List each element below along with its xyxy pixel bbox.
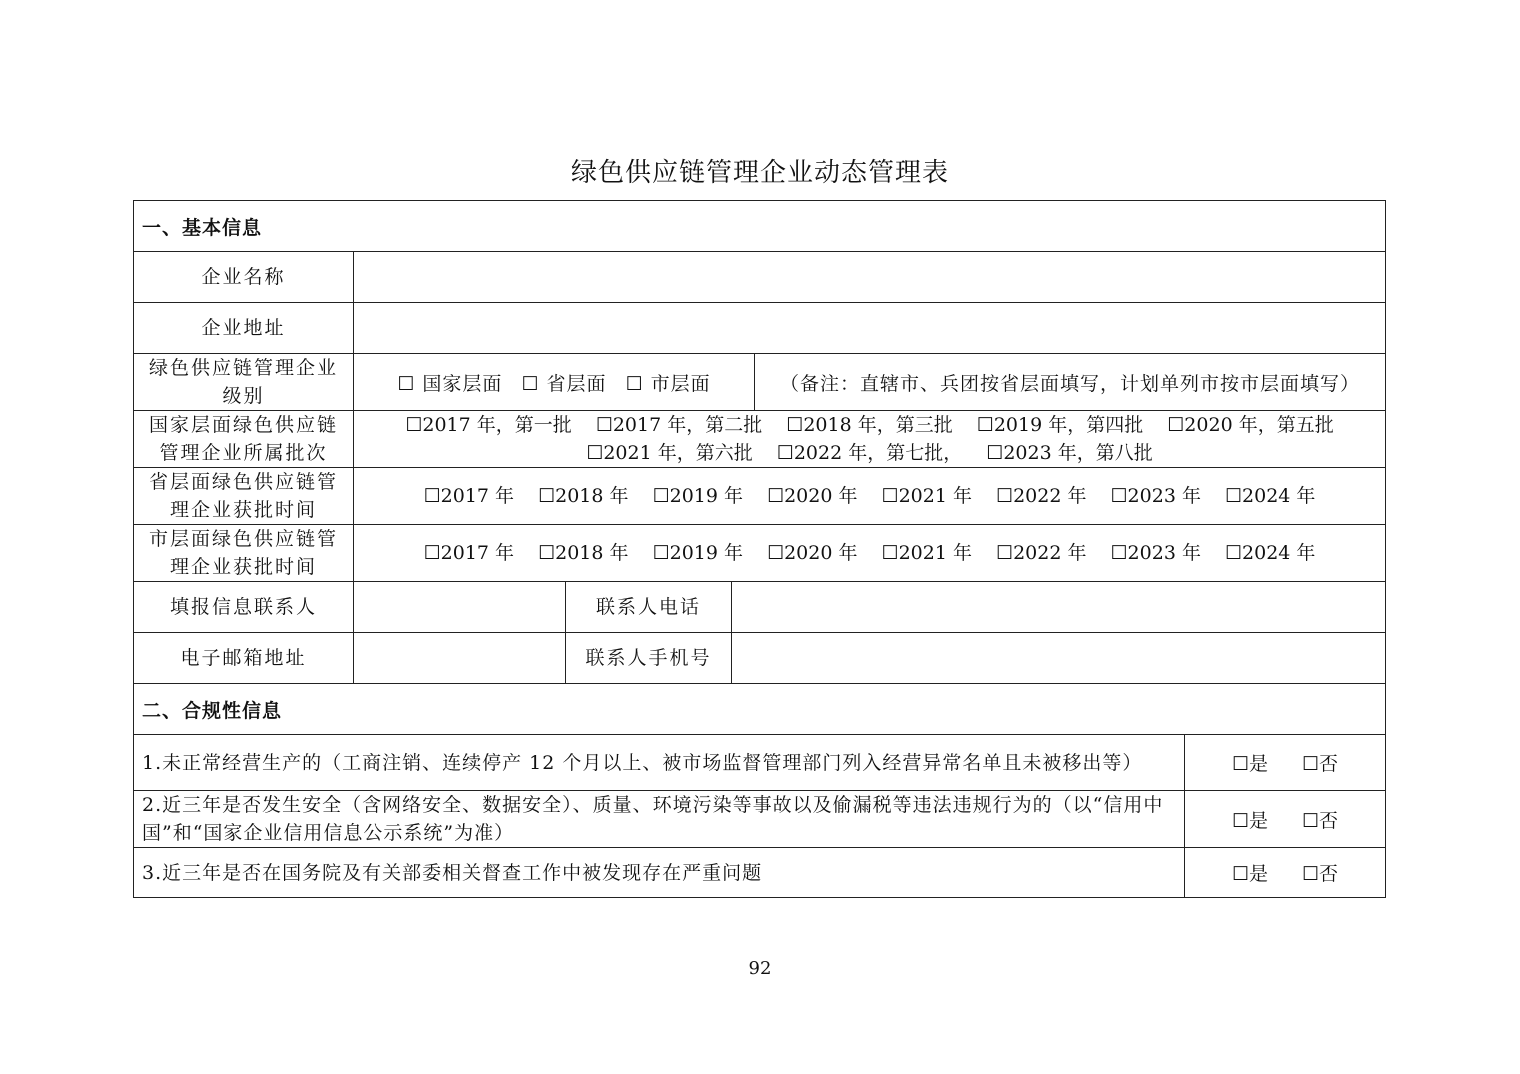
batch-checkbox[interactable]: ☐2017 年，第二批 — [595, 414, 763, 436]
year-checkbox[interactable]: ☐2024 年 — [1225, 485, 1316, 507]
compliance-question-row — [134, 848, 1386, 898]
year-checkbox[interactable]: ☐2020 年 — [767, 485, 858, 507]
year-checkbox[interactable]: ☐2021 年 — [881, 542, 972, 564]
provincial-approval-label: 省层面绿色供应链管理企业获批时间 — [134, 468, 354, 525]
year-checkbox[interactable]: ☐2022 年 — [996, 485, 1087, 507]
city-year-options — [354, 525, 1386, 582]
company-address-row — [134, 303, 1386, 354]
batch-checkbox[interactable]: ☐2023 年，第八批 — [986, 442, 1153, 464]
contact-person-field[interactable] — [354, 582, 566, 633]
city-approval-row — [134, 525, 1386, 582]
year-checkbox[interactable]: ☐2020 年 — [767, 542, 858, 564]
year-checkbox[interactable]: ☐2019 年 — [652, 485, 744, 507]
contact-phone-label: 联系人电话 — [566, 582, 732, 633]
section-compliance-row — [134, 684, 1386, 735]
compliance-answer-1 — [1185, 735, 1386, 791]
contact-person-label: 填报信息联系人 — [134, 582, 354, 633]
compliance-answer-2 — [1185, 791, 1386, 848]
mobile-field[interactable] — [732, 633, 1386, 684]
compliance-question-3: 3.近三年是否在国务院及有关部委相关督查工作中被发现存在严重问题 — [134, 848, 1185, 898]
company-address-label: 企业地址 — [134, 303, 354, 354]
email-field[interactable] — [354, 633, 566, 684]
section-compliance-heading: 二、合规性信息 — [134, 684, 1386, 735]
company-name-row — [134, 252, 1386, 303]
batch-checkbox[interactable]: ☐2020 年，第五批 — [1167, 414, 1334, 436]
level-national-checkbox[interactable]: ☐ 国家层面 — [397, 372, 503, 395]
yes-checkbox[interactable]: ☐是 — [1231, 863, 1269, 885]
yes-checkbox[interactable]: ☐是 — [1231, 809, 1269, 832]
section-basic-info-heading: 一、基本信息 — [134, 201, 1386, 252]
provincial-year-options — [354, 468, 1386, 525]
national-batch-label: 国家层面绿色供应链管理企业所属批次 — [134, 411, 354, 468]
batch-checkbox[interactable]: ☐2017 年，第一批 — [405, 414, 572, 436]
compliance-question-row — [134, 791, 1386, 848]
year-checkbox[interactable]: ☐2023 年 — [1110, 485, 1201, 507]
compliance-answer-3 — [1185, 848, 1386, 898]
document-title: 绿色供应链管理企业动态管理表 — [570, 158, 949, 188]
level-note: （备注：直辖市、兵团按省层面填写，计划单列市按市层面填写） — [755, 354, 1386, 411]
year-checkbox[interactable]: ☐2017 年 — [423, 485, 515, 507]
no-checkbox[interactable]: ☐否 — [1302, 753, 1339, 775]
batch-checkbox[interactable]: ☐2021 年，第六批 — [586, 442, 753, 464]
yes-checkbox[interactable]: ☐是 — [1231, 753, 1269, 775]
year-checkbox[interactable]: ☐2019 年 — [652, 542, 744, 564]
compliance-question-1: 1.未正常经营生产的（工商注销、连续停产 12 个月以上、被市场监督管理部门列入经营异常名单且未被移出等） — [134, 735, 1185, 791]
batch-checkbox[interactable]: ☐2018 年，第三批 — [786, 414, 953, 436]
batch-checkbox[interactable]: ☐2019 年，第四批 — [976, 414, 1144, 436]
enterprise-level-label: 绿色供应链管理企业级别 — [134, 354, 354, 411]
enterprise-level-options — [354, 354, 755, 411]
city-approval-label: 市层面绿色供应链管理企业获批时间 — [134, 525, 354, 582]
management-form-table — [133, 200, 1386, 898]
company-name-field[interactable] — [354, 252, 1386, 303]
year-checkbox[interactable]: ☐2021 年 — [881, 485, 972, 507]
level-city-checkbox[interactable]: ☐ 市层面 — [625, 372, 711, 395]
email-row — [134, 633, 1386, 684]
level-provincial-checkbox[interactable]: ☐ 省层面 — [521, 372, 607, 395]
national-batch-options — [354, 411, 1386, 468]
national-batch-row — [134, 411, 1386, 468]
year-checkbox[interactable]: ☐2024 年 — [1225, 542, 1316, 564]
company-address-field[interactable] — [354, 303, 1386, 354]
company-name-label: 企业名称 — [134, 252, 354, 303]
section-basic-info-row — [134, 201, 1386, 252]
year-checkbox[interactable]: ☐2017 年 — [423, 542, 515, 564]
year-checkbox[interactable]: ☐2018 年 — [538, 542, 629, 564]
compliance-question-row — [134, 735, 1386, 791]
mobile-label: 联系人手机号 — [566, 633, 732, 684]
batch-checkbox[interactable]: ☐2022 年，第七批， — [776, 442, 963, 464]
contact-phone-field[interactable] — [732, 582, 1386, 633]
year-checkbox[interactable]: ☐2018 年 — [538, 485, 629, 507]
enterprise-level-row — [134, 354, 1386, 411]
compliance-question-2: 2.近三年是否发生安全（含网络安全、数据安全）、质量、环境污染等事故以及偷漏税等违法违规行为的（以“信用中国”和“国家企业信用信息公示系统”为准） — [134, 791, 1185, 848]
no-checkbox[interactable]: ☐否 — [1302, 863, 1339, 885]
year-checkbox[interactable]: ☐2023 年 — [1110, 542, 1201, 564]
no-checkbox[interactable]: ☐否 — [1302, 809, 1339, 832]
email-label: 电子邮箱地址 — [134, 633, 354, 684]
provincial-approval-row — [134, 468, 1386, 525]
contact-row — [134, 582, 1386, 633]
page-number: 92 — [748, 958, 772, 979]
year-checkbox[interactable]: ☐2022 年 — [996, 542, 1087, 564]
